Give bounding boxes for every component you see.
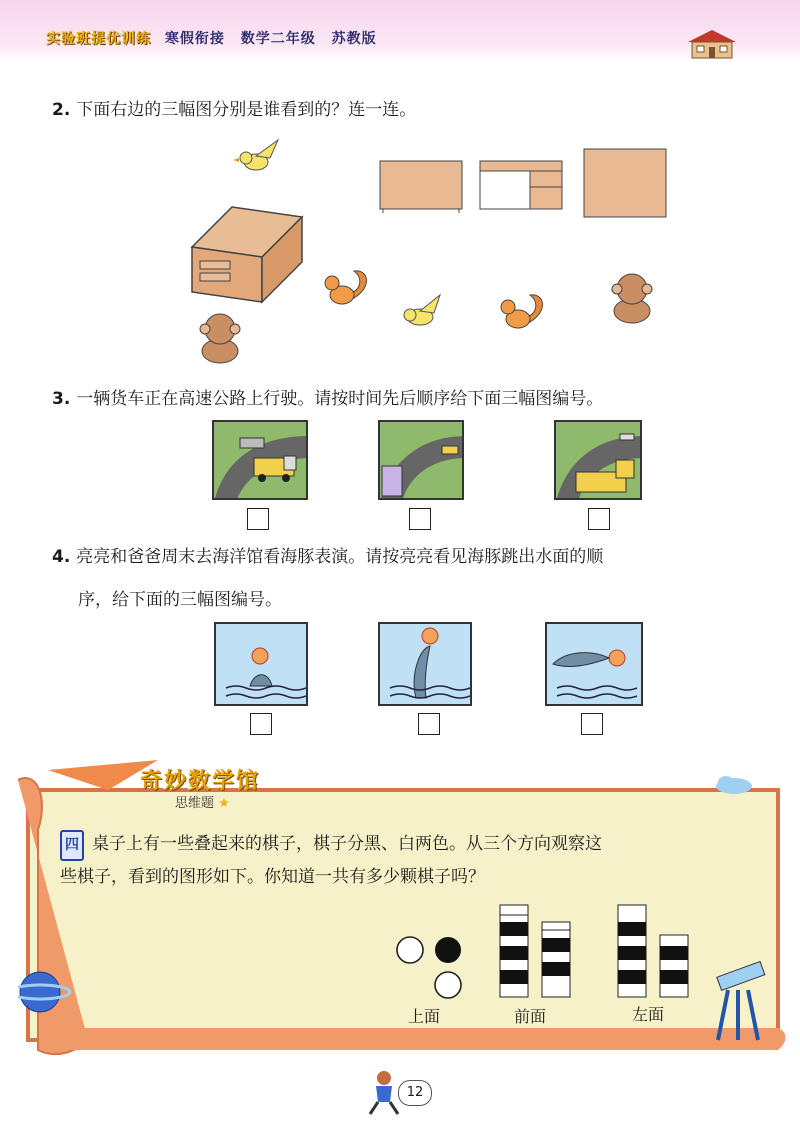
corner-line1 [60, 828, 760, 861]
header-title [46, 28, 377, 48]
q2-scene [180, 135, 680, 375]
dolphin-pic-3 [545, 622, 643, 706]
answer-box[interactable] [409, 508, 431, 530]
label-front: 前面 [514, 1007, 547, 1026]
question-3-text: 一辆货车正在高速公路上行驶。请按时间先后顺序给下面三幅图编号。 [76, 389, 604, 409]
header-edition: 苏教版 [331, 31, 377, 47]
house-icon [686, 28, 738, 60]
question-3-number: 3. [52, 389, 71, 409]
view-front [480, 161, 562, 209]
desk-3d [192, 207, 302, 302]
question-4-line1: 亮亮和爸爸周末去海洋馆看海豚表演。请按亮亮看见海豚跳出水面的顺 [76, 547, 604, 567]
top-view [397, 937, 461, 998]
squirrel-icon-2 [501, 295, 543, 328]
question-3 [52, 383, 603, 415]
view-top [584, 149, 666, 217]
monkey-icon [200, 314, 240, 363]
answer-box[interactable] [418, 713, 440, 735]
star-icon: ★ [218, 796, 230, 811]
bird-icon-2 [404, 295, 440, 325]
answer-box[interactable] [581, 713, 603, 735]
truck-pic-2 [378, 420, 464, 500]
squirrel-icon [325, 271, 367, 304]
cloud-icon [716, 776, 752, 794]
question-2 [52, 94, 416, 126]
corner-line2: 些棋子，看到的图形如下。你知道一共有多少颗棋子吗？ [60, 867, 485, 888]
truck-pic-3 [554, 420, 642, 500]
corner-title: 奇妙数学馆 [140, 769, 261, 794]
corner-subtitle [175, 792, 230, 811]
question-4-line2: 序，给下面的三幅图编号。 [78, 590, 282, 610]
dolphin-pic-2 [378, 622, 472, 706]
page-number: 12 [398, 1080, 432, 1106]
front-view [500, 905, 570, 997]
page-header [0, 0, 800, 62]
answer-box[interactable] [250, 713, 272, 735]
label-top: 上面 [408, 1007, 441, 1026]
header-series: 寒假衔接 [164, 31, 225, 47]
bird-icon [233, 140, 278, 170]
header-subject: 数学二年级 [240, 31, 316, 47]
question-4-number: 4. [52, 547, 71, 567]
question-2-number: 2. [52, 100, 71, 120]
left-view [618, 905, 688, 997]
answer-box[interactable] [247, 508, 269, 530]
corner-line1-text: 桌子上有一些叠起来的棋子，棋子分黑、白两色。从三个方向观察这 [92, 834, 602, 854]
dolphin-pic-1 [214, 622, 308, 706]
monkey-icon-2 [612, 274, 652, 323]
truck-pic-1 [212, 420, 308, 500]
chess-views [390, 900, 710, 1002]
corner-badge: 四 [60, 830, 84, 861]
question-2-text: 下面右边的三幅图分别是谁看到的？连一连。 [76, 100, 417, 120]
header-brand: 实验班提优训练 [46, 31, 151, 47]
question-4 [52, 541, 603, 573]
label-left: 左面 [632, 1005, 665, 1024]
corner-subtitle-text: 思维题 [175, 796, 215, 811]
view-side [380, 161, 462, 213]
corner-problem [60, 828, 760, 894]
answer-box[interactable] [588, 508, 610, 530]
